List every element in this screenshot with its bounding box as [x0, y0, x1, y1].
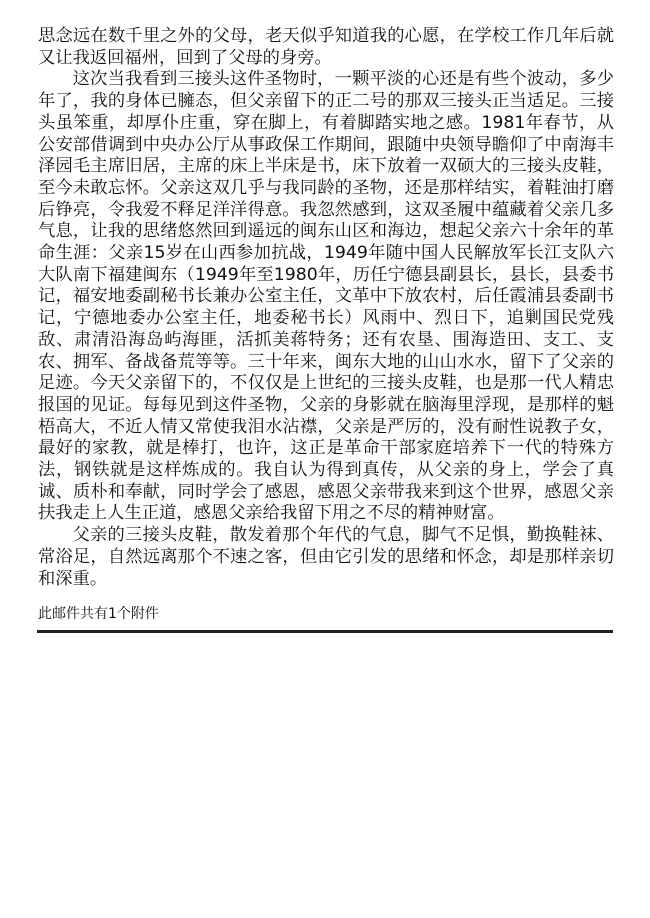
document-body: [38, 26, 614, 590]
paragraph-3: 父亲的三接头皮鞋，散发着那个年代的气息，脚气不足惧，勤换鞋袜、常浴足，自然远离那个不速之客，但由它引发的思绪和怀念，却是那样亲切和深重。: [38, 525, 614, 589]
paragraph-2: 这次当我看到三接头这件圣物时，一颗平淡的心还是有些个波动，多少年了，我的身体已臃态，但父亲留下的正二号的那双三接头正当适足。三接头虽笨重，却厚仆庄重，穿在脚上，有着脚踏实地之感。1981年春节，从公安部借调到中央办公厅从事政保工作期间，跟随中央领导瞻仰了中南海丰泽园毛主席旧居，主席的床上半床是书，床下放着一双硕大的三接头皮鞋，至今未敢忘怀。父亲这双几乎与我同龄的圣物，还是那样结实，着鞋油打磨后铮亮，令我爱不释足洋洋得意。我忽然感到，这双圣履中蕴藏着父亲几多气息，让我的思绪悠然回到遥远的闽东山区和海边，想起父亲六十余年的革命生涯：父亲15岁在山西参加抗战，1949年随中国人民解放军长江支队六大队南下福建闽东（1949年至1980年，历任宁德县副县长，县长，县委书记，福安地委副秘书长兼办公室主任，文革中下放农村，后任霞浦县委副书记，宁德地委办公室主任，地委秘书长）风雨中、烈日下，追剿国民党残敌、肃清沿海岛屿海匪，活抓美蒋特务；还有农垦、围海造田、支工、支农、拥军、备战备荒等等。三十年来，闽东大地的山山水水，留下了父亲的足迹。今天父亲留下的，不仅仅是上世纪的三接头皮鞋，也是那一代人精忠报国的见证。每每见到这件圣物，父亲的身影就在脑海里浮现，是那样的魁梧高大，不近人情又常使我泪水沾襟，父亲是严厉的，没有耐性说教子女，最好的家教，就是棒打，也许，这正是革命干部家庭培养下一代的特殊方法，钢铁就是这样炼成的。我自认为得到真传，从父亲的身上，学会了真诚、质朴和奉献，同时学会了感恩，感恩父亲带我来到这个世界，感恩父亲扶我走上人生正道，感恩父亲给我留下用之不尽的精神财富。: [38, 69, 614, 524]
attachment-note: 此邮件共有1个附件: [38, 606, 159, 622]
paragraph-1: 思念远在数千里之外的父母，老天似乎知道我的心愿，在学校工作几年后就又让我返回福州，回到了父母的身旁。: [38, 26, 614, 68]
divider: [37, 630, 613, 633]
